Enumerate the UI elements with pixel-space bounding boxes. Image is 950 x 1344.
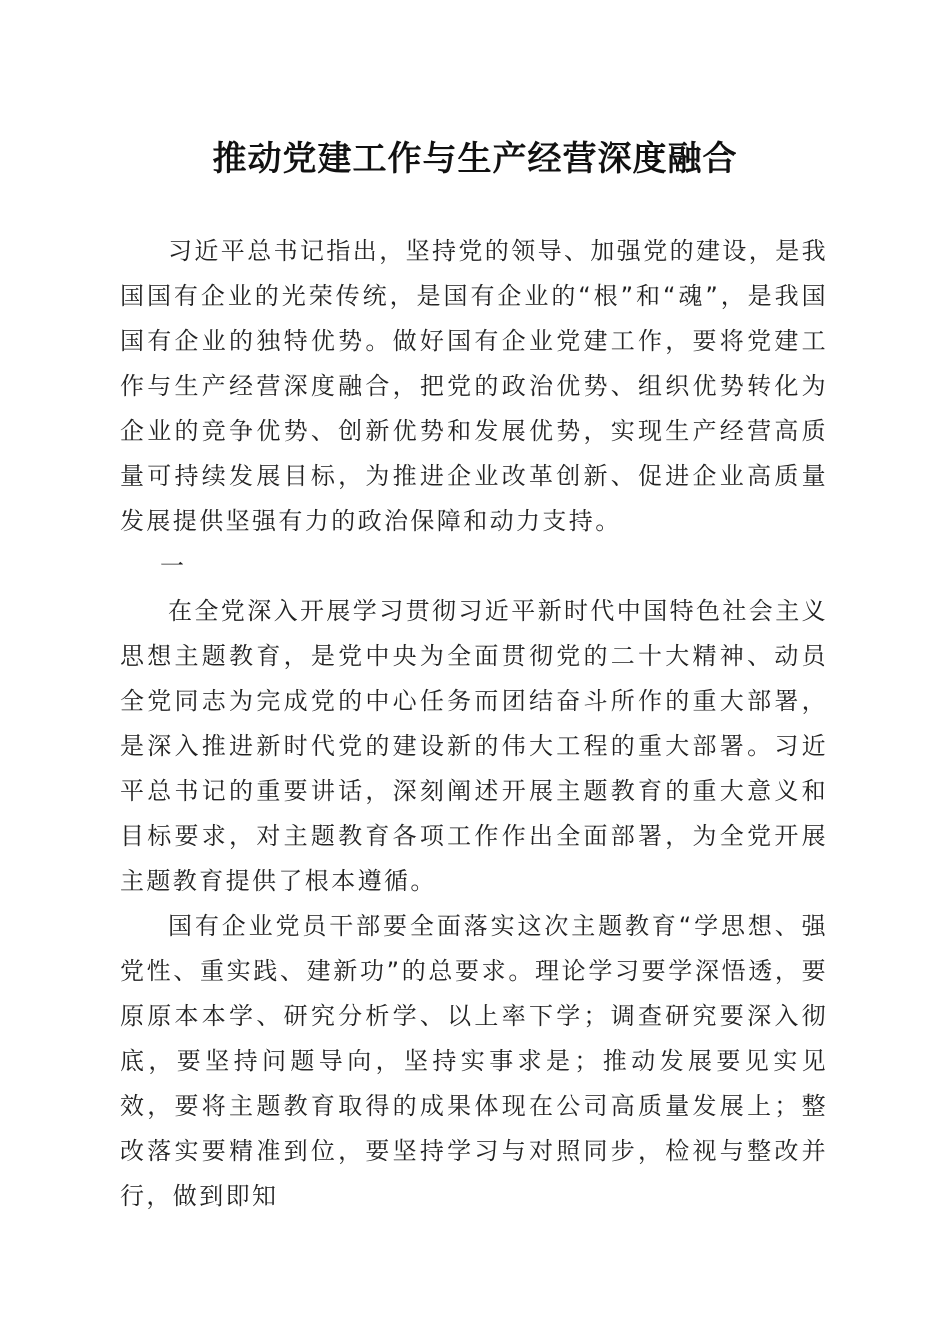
paragraph-requirements: 国有企业党员干部要全面落实这次主题教育“学思想、强党性、重实践、建新功”的总要求。理论学习要学深悟透，要原原本本学、研究分析学、以上率下学；调查研究要深入彻底，要坚持问题导向，坚持实事求是；推动发展要见实见效，要将主题教育取得的成果体现在公司高质量发展上；整改落实要精准到位，要坚持学习与对照同步，检视与整改并行，做到即知 (120, 912, 828, 1210)
section-heading-one: 一 (160, 552, 187, 580)
paragraph-intro: 习近平总书记指出，坚持党的领导、加强党的建设，是我国国有企业的光荣传统，是国有企业的“根”和“魂”，是我国国有企业的独特优势。做好国有企业党建工作，要将党建工作与生产经营深度融合，把党的政治优势、组织优势转化为企业的竞争优势、创新优势和发展优势，实现生产经营高质量可持续发展目标，为推进企业改革创新、促进企业高质量发展提供坚强有力的政治保障和动力支持。 (120, 237, 828, 535)
document-body (120, 229, 828, 1219)
paragraph-theme-education: 在全党深入开展学习贯彻习近平新时代中国特色社会主义思想主题教育，是党中央为全面贯彻党的二十大精神、动员全党同志为完成党的中心任务而团结奋斗所作的重大部署，是深入推进新时代党的建设新的伟大工程的重大部署。习近平总书记的重要讲话，深刻阐述开展主题教育的重大意义和目标要求，对主题教育各项工作作出全面部署，为全党开展主题教育提供了根本遵循。 (120, 597, 828, 895)
document-title: 推动党建工作与生产经营深度融合 (212, 139, 738, 179)
